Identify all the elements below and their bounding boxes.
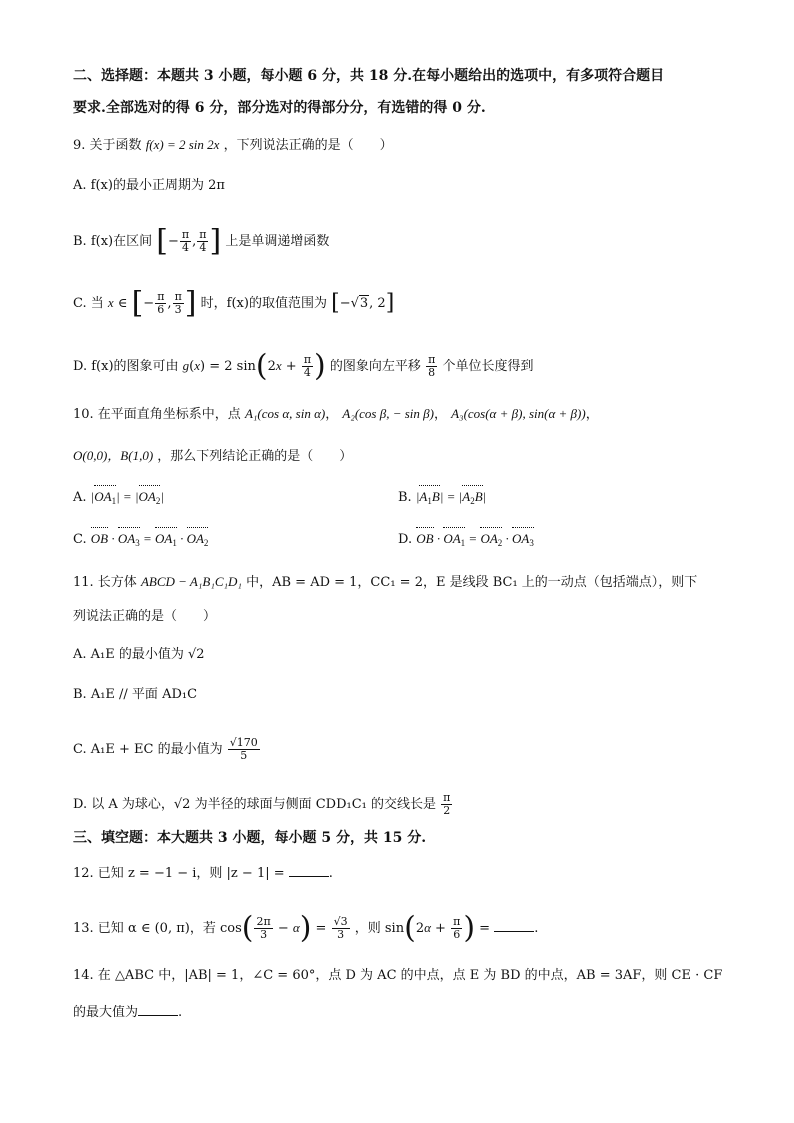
- q10-option-c: C. OB · $OA_3 = OA_1 \cdot OA_2$: [73, 530, 208, 552]
- q10-option-a: A. $|OA_1| = |OA_2|$: [73, 488, 164, 510]
- q11-option-c: C. A₁E + EC 的最小值为 $\frac{√170}{5}$: [73, 736, 258, 762]
- q10-stem-line2: O(0,0)，B(1,0) ，那么下列结论正确的是（ ）: [73, 448, 353, 464]
- q9-option-d: D. f(x)的图象可由 g(x) = 2 sin(2x + $\frac{\pi}{4}$ ) 的图象向左平移 $\frac{\pi}{8}$ 个单位长度得到: [73, 348, 534, 384]
- q11-option-b: B. A₁E // 平面 AD₁C: [73, 687, 198, 702]
- q9-option-c: C. 当 x ∈ [− $\frac{\pi}{6}$ , $\frac{\pi}{3}$ ] 时，f(x)的取值范围为 [−√3, 2]: [73, 285, 395, 321]
- q10-stem-line1: 10. 在平面直角坐标系中，点 A₁(cos α, sin α)， A₂(cos β, − sin β)， A₃(cos(α + β), sin(α + β))，: [73, 406, 599, 422]
- q10-option-d: D. OB · $OA_1 = OA_2 \cdot OA_3$: [398, 530, 534, 552]
- q14-line2: 的最大值为 .: [73, 1005, 183, 1020]
- q13: 13. 已知 α ∈ (0, π)，若 cos( $\frac{2\pi}{3}$ − α) = $\frac{√3}{3}$ ，则 sin(2α + $\frac{\pi}{6}$ ) = .: [73, 910, 539, 946]
- section2-header-line2: 要求.全部选对的得 6 分，部分选对的得部分分，有选错的得 0 分.: [73, 100, 486, 116]
- q9-option-a: A. f(x)的最小正周期为 2π: [73, 178, 225, 193]
- section3-header: 三、填空题：本大题共 3 小题，每小题 5 分，共 15 分.: [73, 830, 427, 846]
- q12-answer-blank[interactable]: [289, 864, 329, 877]
- q14-line1: 14. 在 △ABC 中，|AB| = 1，∠C = 60°，点 D 为 AC 的中点，点 E 为 BD 的中点，AB = 3AF，则 CE · CF: [73, 968, 723, 983]
- q9-stem: 9. 关于函数 f(x) = 2 sin 2x ，下列说法正确的是（ ）: [73, 137, 393, 153]
- section2-header-line1: 二、选择题：本题共 3 小题，每小题 6 分，共 18 分.在每小题给出的选项中，有多项符合题目: [73, 68, 665, 84]
- q14-answer-blank[interactable]: [138, 1003, 178, 1016]
- q11-stem-line1: 11. 长方体 ABCD − A₁B₁C₁D₁ 中，AB = AD = 1，CC₁ = 2，E 是线段 BC₁ 上的一动点（包括端点），则下: [73, 574, 698, 590]
- q13-answer-blank[interactable]: [494, 919, 534, 932]
- q10-option-b: B. $|A_1B| = |A_2B|$: [398, 488, 486, 510]
- q11-option-a: A. A₁E 的最小值为 √2: [73, 647, 205, 662]
- q11-option-d: D. 以 A 为球心，√2 为半径的球面与侧面 CDD₁C₁ 的交线长是 $\frac{\pi}{2}$: [73, 791, 451, 817]
- q11-stem-line2: 列说法正确的是（ ）: [73, 609, 217, 624]
- q9-option-b: B. f(x)在区间 [− $\frac{\pi}{4}$ , $\frac{\pi}{4}$ ] 上是单调递增函数: [73, 223, 330, 259]
- q12: 12. 已知 z = −1 − i，则 |z − 1| = .: [73, 866, 333, 881]
